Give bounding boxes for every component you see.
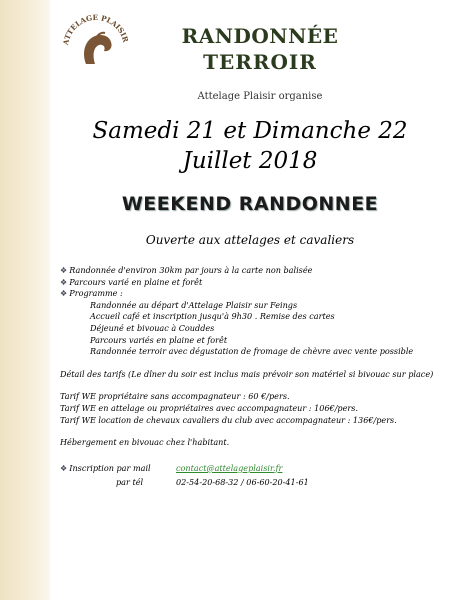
- title-line-1: RANDONNÉE: [181, 24, 339, 48]
- programme-item: Accueil café et inscription jusqu'à 9h30 . Remise des cartes: [90, 311, 335, 322]
- phone-numbers: 02-54-20-68-32 / 06-60-20-41-61: [176, 476, 309, 487]
- event-details: [60, 265, 448, 489]
- contact-mail-row: [60, 463, 448, 475]
- programme-item: Randonnée terroir avec dégustation de fromage de chèvre avec vente possible: [90, 346, 414, 357]
- title-line-2: TERROIR: [203, 50, 317, 74]
- bullet-icon: ❖: [60, 276, 68, 287]
- contact-email-link[interactable]: contact@attelageplaisir.fr: [176, 462, 283, 473]
- hebergement-text: Hébergement en bivouac chez l'habitant.: [60, 437, 230, 448]
- logo-text: ATTELAGE PLAISIR: [61, 12, 131, 46]
- tarif-line: Tarif WE location de chevaux cavaliers du club avec accompagnateur : 136€/pers.: [60, 414, 397, 425]
- bullet-icon: ❖: [60, 265, 68, 275]
- date-line-1: Samedi 21 et Dimanche 22: [92, 118, 408, 144]
- programme-item: Randonnée au départ d'Attelage Plaisir sur Feings: [90, 299, 298, 310]
- mail-label: Inscription par mail: [69, 462, 151, 473]
- programme-item: Parcours variés en plaine et forêt: [90, 334, 228, 345]
- attelage-plaisir-logo: [60, 8, 132, 68]
- phone-label: par tél: [116, 476, 144, 487]
- contact-phone-row: [60, 477, 448, 489]
- organiser-text: Attelage Plaisir organise: [197, 91, 323, 102]
- event-subtitle: Ouverte aux attelages et cavaliers: [145, 233, 355, 247]
- bullet-icon: ❖: [60, 462, 68, 473]
- list-item: ❖ Programme :: [60, 288, 123, 299]
- list-item: ❖ Parcours varié en plaine et forêt: [60, 276, 203, 287]
- date-line-2: Juillet 2018: [182, 148, 318, 174]
- tarifs-intro: Détail des tarifs (Le dîner du soir est inclus mais prévoir son matériel si bivouac sur place): [60, 368, 434, 379]
- tarif-line: Tarif WE en attelage ou propriétaires avec accompagnateur : 106€/pers.: [60, 402, 358, 413]
- bullet-icon: ❖: [60, 288, 68, 299]
- programme-item: Déjeuné et bivouac à Couddes: [90, 322, 215, 333]
- tarif-line: Tarif WE propriétaire sans accompagnateur : 60 €/pers.: [60, 391, 290, 402]
- list-item: ❖ Randonnée d'environ 30km par jours à la carte non balisée: [60, 265, 313, 275]
- event-title: WEEKEND RANDONNEE: [121, 193, 379, 215]
